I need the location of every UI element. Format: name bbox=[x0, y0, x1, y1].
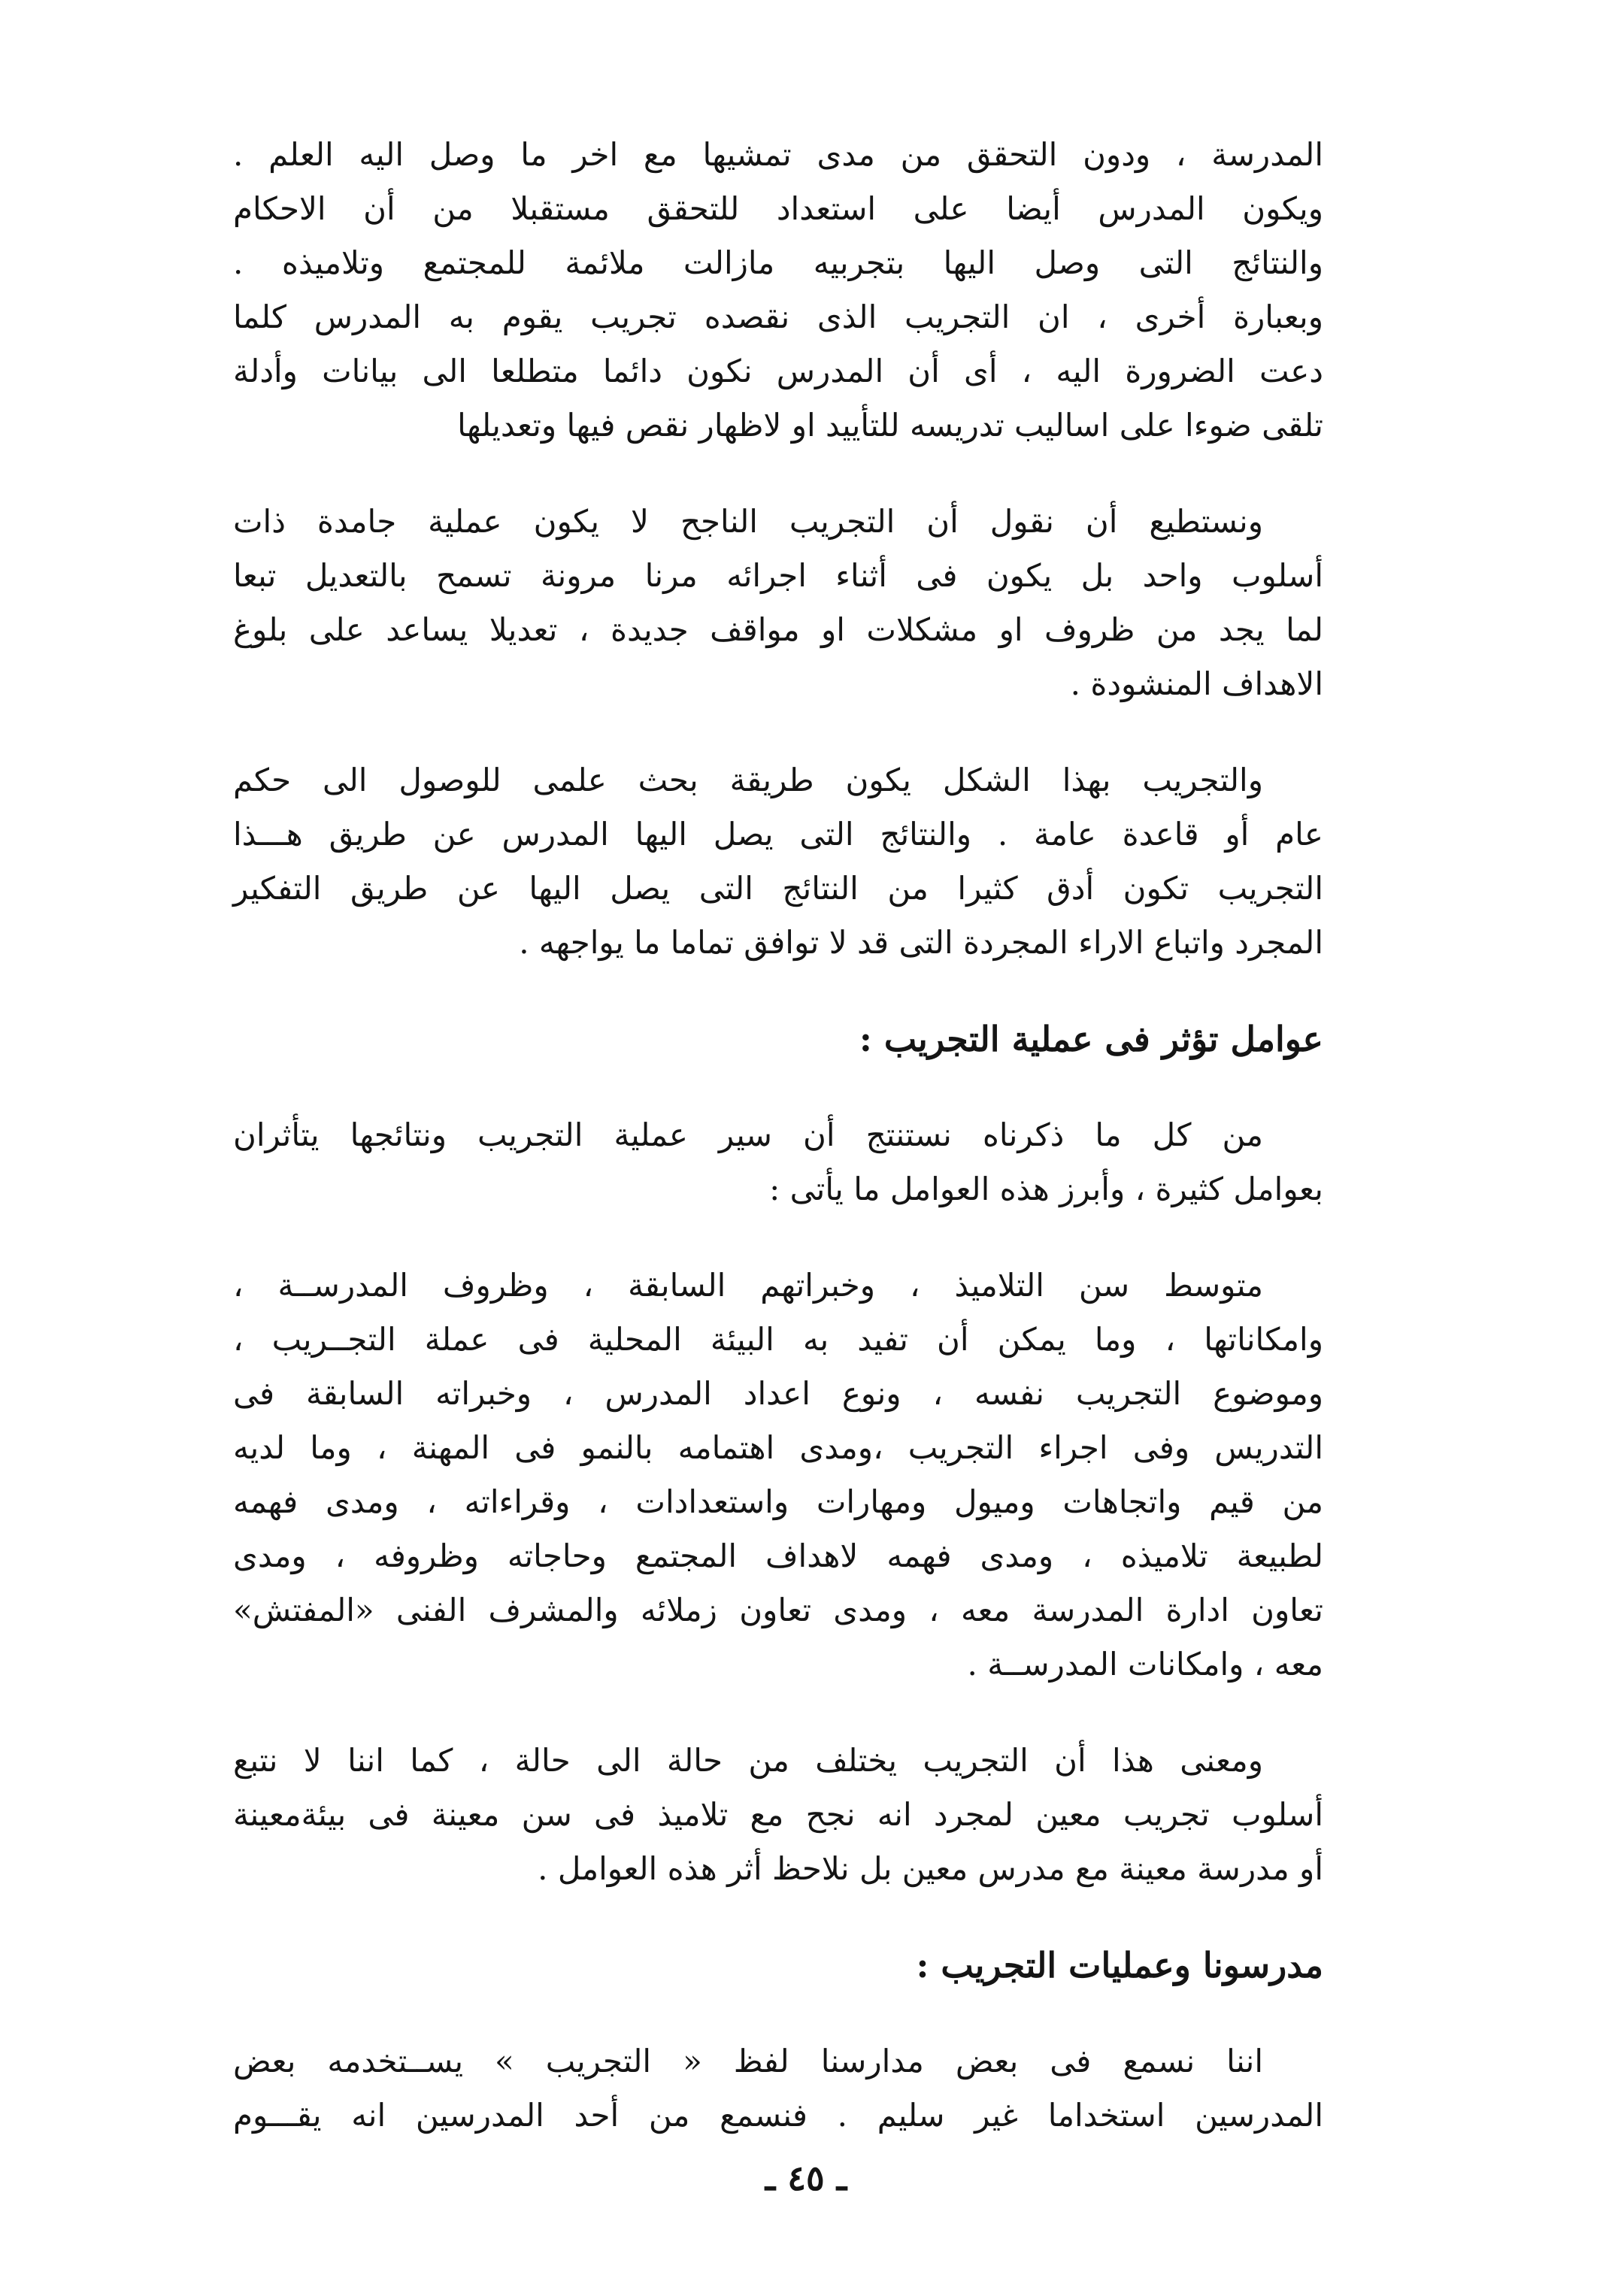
text-line: والتجريب بهذا الشكل يكون طريقة بحث علمى للوصول الى حكم bbox=[233, 762, 1263, 798]
text-line: ونستطيع أن نقول أن التجريب الناجح لا يكون عملية جامدة ذات bbox=[233, 503, 1263, 540]
text-line: المدرسة ، ودون التحقق من مدى تمشيها مع اخر ما وصل اليه العلم . bbox=[233, 136, 1323, 173]
section-heading: عوامل تؤثر فى عملية التجريب : bbox=[859, 1019, 1323, 1059]
text-line: ويكون المدرس أيضا على استعداد للتحقق مستقبلا من أن الاحكام bbox=[233, 190, 1323, 227]
text-line: المدرسين استخداما غير سليم . فنسمع من أحد المدرسين انه يقـــوم bbox=[233, 2097, 1323, 2134]
text-line: التدريس وفى اجراء التجريب ،ومدى اهتمامه بالنمو فى المهنة ، وما لديه bbox=[233, 1429, 1323, 1466]
text-line: ومعنى هذا أن التجريب يختلف من حالة الى حالة ، كما اننا لا نتبع bbox=[233, 1742, 1263, 1779]
paragraph-1 bbox=[233, 128, 1323, 453]
page-number: ـ ٤٥ ـ bbox=[765, 2158, 847, 2198]
text-line: دعت الضرورة اليه ، أى أن المدرس نكون دائما متطلعا الى بيانات وأدلة bbox=[233, 353, 1323, 389]
paragraph-4 bbox=[233, 1108, 1323, 1216]
text-line: التجريب تكون أدق كثيرا من النتائج التى يصل اليها عن طريق التفكير bbox=[233, 870, 1323, 907]
text-line: معه ، وامكانات المدرســة . bbox=[967, 1646, 1323, 1683]
text-line: متوسط سن التلاميذ ، وخبراتهم السابقة ، وظروف المدرســة ، bbox=[233, 1267, 1263, 1304]
section-heading: مدرسونا وعمليات التجريب : bbox=[916, 1945, 1323, 1986]
text-line: والنتائج التى وصل اليها بتجربيه مازالت ملائمة للمجتمع وتلاميذه . bbox=[233, 244, 1323, 281]
text-line: تعاون ادارة المدرسة معه ، ومدى تعاون زملائه والمشرف الفنى «المفتش» bbox=[233, 1592, 1323, 1628]
paragraph-6 bbox=[233, 1734, 1323, 1896]
text-line: لما يجد من ظروف او مشكلات او مواقف جديدة ، تعديلا يساعد على بلوغ bbox=[233, 611, 1323, 648]
paragraph-2 bbox=[233, 495, 1323, 711]
page-body bbox=[233, 128, 1323, 2143]
text-line: وامكاناتها ، وما يمكن أن تفيد به البيئة المحلية فى عملة التجــريب ، bbox=[233, 1321, 1323, 1358]
paragraph-3 bbox=[233, 753, 1323, 970]
text-line: اننا نسمع فى بعض مدارسنا لفظ « التجريب » يســتخدمه بعض bbox=[233, 2043, 1263, 2079]
text-line: وبعبارة أخرى ، ان التجريب الذى نقصده تجريب يقوم به المدرس كلما bbox=[233, 298, 1323, 335]
text-line: من كل ما ذكرناه نستنتج أن سير عملية التجريب ونتائجها يتأثران bbox=[233, 1116, 1263, 1153]
text-line: عام أو قاعدة عامة . والنتائج التى يصل اليها المدرس عن طريق هـــذا bbox=[233, 816, 1323, 853]
paragraph-5 bbox=[233, 1259, 1323, 1692]
paragraph-7 bbox=[233, 2034, 1323, 2143]
text-line: أسلوب تجريب معين لمجرد انه نجح مع تلاميذ فى سن معينة فى بيئةمعينة bbox=[233, 1796, 1323, 1833]
text-line: أسلوب واحد بل يكون فى أثناء اجرائه مرنا مرونة تسمح بالتعديل تبعا bbox=[233, 557, 1323, 594]
text-line: بعوامل كثيرة ، وأبرز هذه العوامل ما يأتى : bbox=[769, 1171, 1323, 1207]
text-line: المجرد واتباع الاراء المجردة التى قد لا توافق تماما ما يواجهه . bbox=[519, 924, 1323, 961]
text-line: لطبيعة تلاميذه ، ومدى فهمه لاهداف المجتمع وحاجاته وظروفه ، ومدى bbox=[233, 1537, 1324, 1574]
text-line: وموضوع التجريب نفسه ، ونوع اعداد المدرس ، وخبراته السابقة فى bbox=[233, 1375, 1323, 1412]
text-line: من قيم واتجاهات وميول ومهارات واستعدادات ، وقراءاته ، ومدى فهمه bbox=[233, 1483, 1323, 1520]
text-line: تلقى ضوءا على اساليب تدريسه للتأييد او لاظهار نقص فيها وتعديلها bbox=[457, 407, 1323, 444]
text-line: أو مدرسة معينة مع مدرس معين بل نلاحظ أثر هذه العوامل . bbox=[538, 1850, 1323, 1887]
text-line: الاهداف المنشودة . bbox=[1070, 665, 1323, 702]
